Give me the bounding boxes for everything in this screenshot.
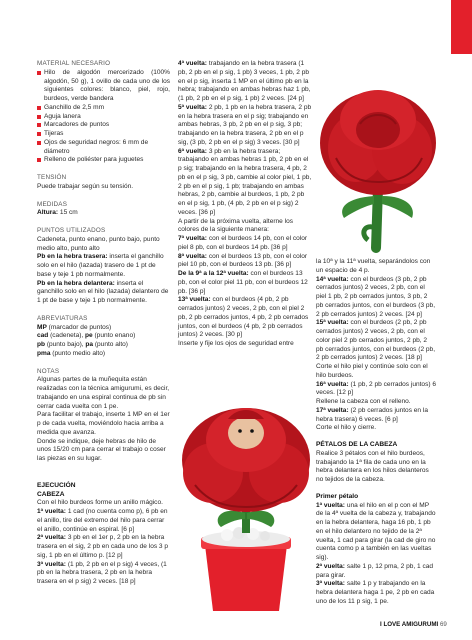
row: 1ª vuelta: una el hilo en el p con el MP de la 4ª vuelta de la cabeza y, trabajando en la hebra delantera, haga 16 pb, 1 pb en el hilo delantero no tejido de la 2ª vuelta, 1 cad para girar (la cad de giro no cuenta como p a también en las vueltas sig). (316, 501, 436, 561)
notes-title: NOTAS (37, 367, 60, 375)
row: 16ª vuelta: (1 pb, 2 pb cerrados juntos) 6 veces. [12 p] (316, 380, 436, 397)
row: 8ª vuelta: con el burdeos 13 pb, con el color piel 10 pb, con el burdeos 13 pb. [36 p] (178, 252, 308, 269)
row: 13ª vuelta: con el burdeos (4 pb, 2 pb cerrados juntos) 2 veces, 2 pb, con el piel 2 pb, 2 pb cerrados juntos, 4 pb, 2 pb cerrados juntos, con el burdeos (4 pb, 2 pb cerrados juntos) 2 veces. [30 p] (178, 296, 309, 339)
potted-rose-photo (175, 385, 317, 613)
notes-p2: Para facilitar el trabajo, inserte 1 MP en el 1er p de cada vuelta, moviéndolo hacia arriba a medida que avanza. (37, 411, 170, 436)
row: 2ª vuelta: salte 1 p, 12 pma, 2 pb, 1 cad para girar. (316, 562, 434, 579)
execution-subtitle: CABEZA (37, 490, 65, 498)
stitches-title: PUNTOS UTILIZADOS (37, 227, 106, 234)
abbrev-line: cad (cadeneta), pe (punto enano) (37, 332, 136, 340)
measures-line: Altura: 15 cm (37, 209, 78, 217)
row: 17ª vuelta: (2 pb cerrados juntos en la hebra trasera) 6 veces. [6 p] (316, 406, 428, 423)
bullet-icon (37, 71, 41, 75)
execution-row: 2ª vuelta: 3 pb en el 1er p, 2 pb en la hebra trasera en el sig, 2 pb en cada uno de los 3 p sig, 1 pb en el último p. [12 p] (37, 534, 169, 559)
tension-title: TENSIÓN (37, 174, 67, 181)
bullet-icon (37, 132, 41, 136)
bullet-icon (37, 141, 41, 145)
stitch-front: Pb en la hebra delantera: inserta el ganchillo solo en el hilo (lazada) delantero de 1 pt de base y teje 1 pb normalmente. (37, 279, 169, 304)
page-number: 69 (439, 621, 447, 628)
execution-row: 3ª vuelta: (1 pb, 2 pb en el p sig) 4 veces, (1 pb en la hebra trasera, 2 pb en la hebra trasera en el p sig) 2 veces. [18 p] (37, 560, 167, 585)
section-tab (451, 0, 472, 54)
tension-text: Puede trabajar según su tensión. (37, 182, 134, 190)
list-item: Tijeras (37, 130, 170, 139)
abbrev-line: pma (punto medio alto) (37, 349, 106, 357)
row-tail: Inserte y fije los ojos de seguridad entre (178, 340, 294, 347)
list-item: Ganchillo de 2,5 mm (37, 104, 170, 113)
notes-p3: Donde se indique, deje hebras de hilo de unos 15/20 cm para cerrar el trabajo o coser las piezas en su lugar. (37, 437, 166, 462)
row: 3ª vuelta: salte 1 p y trabajando en la hebra delantera haga 1 pe, 2 pb en cada uno de los 11 p sig, 1 pe. (316, 580, 435, 605)
abbrev-title: ABREVIATURAS (37, 314, 88, 322)
close-text: Corte el hilo y cierre. (316, 424, 377, 432)
measures-title: MEDIDAS (37, 200, 68, 208)
materials-list (37, 69, 170, 165)
rose-photo (316, 58, 440, 253)
list-item: Aguja lanera (37, 113, 170, 122)
bullet-icon (37, 106, 41, 110)
column-2 (178, 60, 312, 349)
magazine-title: I LOVE AMIGURUMI (380, 621, 439, 628)
execution-row: 1ª vuelta: 1 cad (no cuenta como p), 6 pb en el anillo, tire del extremo del hilo para cerrar el anillo, continúe en espiral. [6 p] (37, 508, 168, 533)
list-item: Relleno de poliéster para juguetes (37, 156, 170, 165)
cut-text: Corte el hilo piel y continúe solo con el hilo burdeos. (316, 363, 428, 379)
list-item: Ojos de seguridad negros: 6 mm de diámetro (37, 139, 170, 157)
col3-intro: la 10ª y la 11ª vuelta, separándolos con un espacio de 4 p. (316, 258, 431, 274)
column-3 (316, 258, 436, 607)
stitches-text: Cadeneta, punto enano, punto bajo, punto medio alto, punto alto (37, 235, 160, 252)
petals-text: Realice 3 pétalos con el hilo burdeos, trabajando la 1ª fila de cada uno en la hebra delantera en los hilos delanteros no tejidos de la cabeza. (316, 449, 429, 483)
bullet-icon (37, 115, 41, 119)
row: 4ª vuelta: trabajando en la hebra trasera (1 pb, 2 pb en el p sig, 1 pb) 3 veces, 1 pb, 2 pb en el p sig, inserta 1 MP en el último pb en la hebra; trabajando en ambas hebras haz 1 pb, (1 pb, 2 pb en el p sig, 1 pb) 2 veces. [24 p] (178, 60, 311, 102)
fill-text: Rellene la cabeza con el relleno. (316, 398, 411, 405)
list-item: Marcadores de puntos (37, 121, 170, 130)
row: De la 9ª a la 12ª vuelta: con el burdeos 13 pb, con el color piel 11 pb, con el burdeos 12 pb. [36 p] (178, 270, 308, 295)
row: 14ª vuelta: con el burdeos (3 pb, 2 pb cerrados juntos) 2 veces, 2 pb, con el piel 1 pb, 2 pb cerrados juntos, 3 pb, 2 pb cerrados juntos, con el burdeos (3 pb, 2 pb cerrados juntos) 2 veces. [24 p] (316, 275, 436, 318)
bullet-icon (37, 123, 41, 127)
materials-title: MATERIAL NECESARIO (37, 60, 111, 67)
row: 6ª vuelta: 3 pb en la hebra trasera; trabajando en ambas hebras 1 pb, 2 pb en el p sig; trabajando en la hebra trasera, 4 pb, 2 pb en el p sig, 3 pb, cambie al color piel, 1 pb, 2 pb en el p sig, 1 pb; trabajando en ambas hebras, 2 pb, cambie al burdeos, 1 pb, 2 pb en el p sig, 1 pb, (4 pb, 2 pb en el p sig) 2 veces. [36 p] (178, 147, 312, 216)
execution-intro: Con el hilo burdeos forme un anillo mágico. (37, 499, 163, 507)
page-footer (380, 621, 447, 628)
row: 5ª vuelta: 2 pb, 1 pb en la hebra trasera, 2 pb en la hebra trasera en el p sig; trabajando en ambas hebras, 3 pb, 2 pb en el p sig, 3 pb; trabajando en la hebra trasera, 2 pb en el p sig, (3 pb, 2 pb en el p sig) 3 veces. [30 p] (178, 103, 312, 146)
execution-title: EJECUCIÓN (37, 481, 76, 489)
row: 7ª vuelta: con el burdeos 14 pb, con el color piel 8 pb, con el burdeos 14 pb. [36 p] (178, 235, 308, 251)
first-petal-title: Primer pétalo (316, 492, 359, 500)
abbrev-line: MP (marcador de puntos) (37, 323, 112, 331)
list-item: Hilo de algodón mercerizado (100% algodón, 50 g), 1 ovillo de cada uno de los siguientes colores: blanco, piel, rojo, burdeos, verde bandera (37, 69, 170, 104)
colors-intro: A partir de la próxima vuelta, alterne los colores de la siguiente manera: (178, 217, 293, 234)
row: 15ª vuelta: con el burdeos (2 pb, 2 pb cerrados juntos) 2 veces, 2 pb, con el color piel 2 pb cerrados juntos, 2 pb, 2 pb cerrados juntos, con el burdeos (2 pb, 2 pb cerrados juntos) 2 veces. [18 p] (316, 319, 436, 362)
abbrev-line: pb (punto bajo), pa (punto alto) (37, 341, 128, 348)
notes-p1: Algunas partes de la muñequita están realizadas con la técnica amigurumi, es decir, trabajando en una espiral continua de pb sin cerrar cada vuelta con 1 pe. (37, 376, 170, 410)
stitch-back: Pb en la hebra trasera: inserta el ganchillo solo en el hilo (lazada) trasero de 1 pt de base y teje 1 pb normalmente. (37, 253, 164, 278)
petals-title: PÉTALOS DE LA CABEZA (316, 441, 398, 448)
bullet-icon (37, 158, 41, 162)
column-1 (37, 60, 170, 587)
